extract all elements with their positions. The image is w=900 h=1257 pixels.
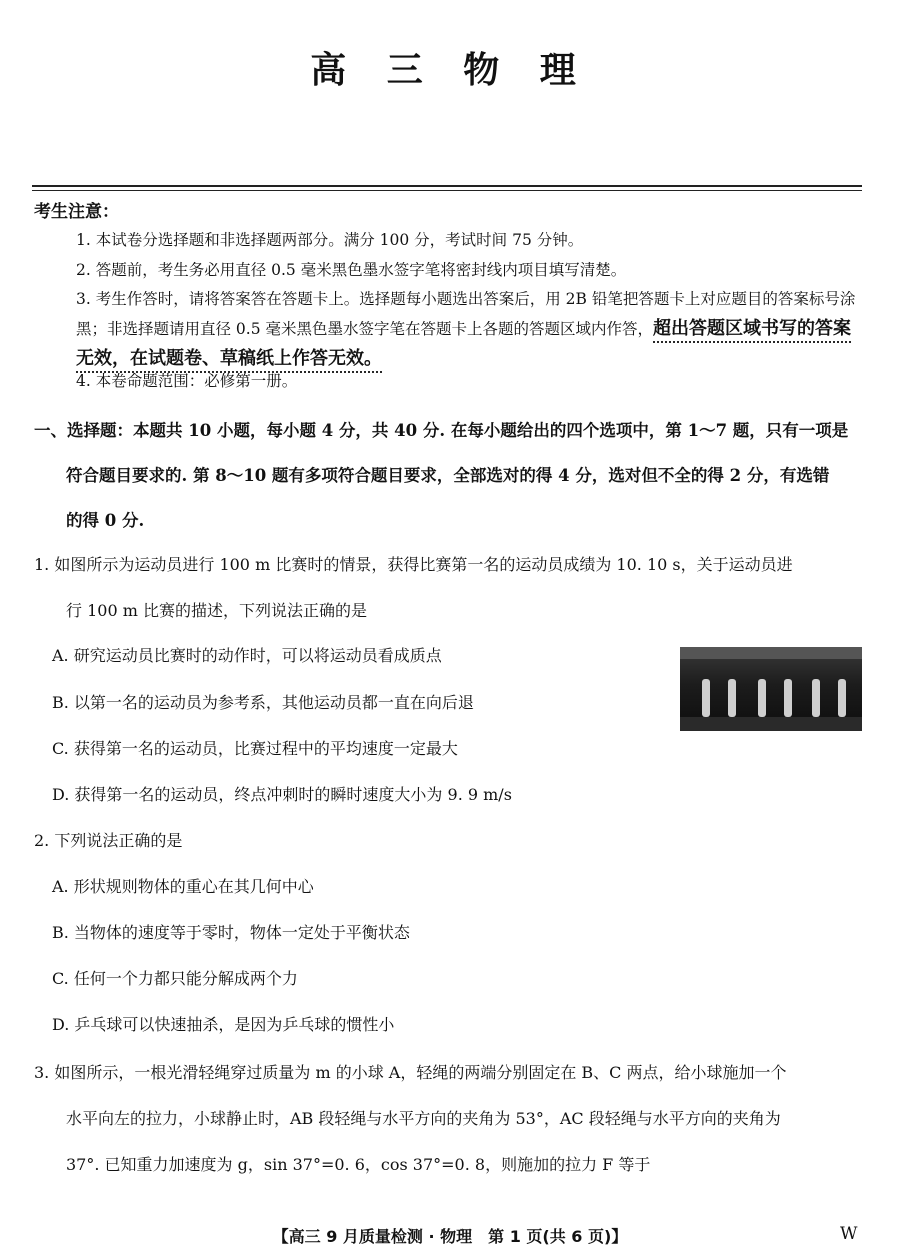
question-1-option-c: C. 获得第一名的运动员，比赛过程中的平均速度一定最大 (52, 739, 458, 758)
notice-item-3-text: 3. 考生作答时，请将答案答在答题卡上。选择题每小题选出答案后，用 2B 铅笔把答题卡上对应题目的答案标号涂黑；非选择题请用直径 0.5 毫米黑色墨水签字笔在答题卡上各题的答题区域内作答， (76, 290, 856, 338)
section-line-1: 一、选择题：本题共 10 小题，每小题 4 分，共 40 分. 在每小题给出的四个选项中，第 1～7 题，只有一项是 (34, 421, 849, 440)
question-3-line-1: 3. 如图所示，一根光滑轻绳穿过质量为 m 的小球 A，轻绳的两端分别固定在 B、C 两点，给小球施加一个 (34, 1063, 787, 1082)
notice-emphasis: 超出答题区域书写的答案无效，在试题卷、草稿纸上作答无效。 (76, 318, 852, 369)
runner-figure (758, 679, 766, 717)
question-1-option-a: A. 研究运动员比赛时的动作时，可以将运动员看成质点 (52, 646, 442, 665)
question-1-option-b: B. 以第一名的运动员为参考系，其他运动员都一直在向后退 (52, 693, 474, 712)
question-2-option-d: D. 乒乓球可以快速抽杀，是因为乒乓球的惯性小 (52, 1015, 395, 1034)
divider-thick (32, 185, 862, 187)
notice-item-1: 1. 本试卷分选择题和非选择题两部分。满分 100 分，考试时间 75 分钟。 (76, 231, 584, 249)
running-track (680, 717, 862, 731)
photo-banner (680, 647, 862, 659)
section-line-3: 的得 0 分. (66, 511, 145, 530)
sprint-race-photo (680, 647, 862, 731)
notice-item-3 (76, 284, 866, 374)
question-3-line-3: 37°. 已知重力加速度为 g，sin 37°=0. 6，cos 37°=0. 8，则施加的拉力 F 等于 (66, 1155, 651, 1174)
question-2-option-c: C. 任何一个力都只能分解成两个力 (52, 969, 298, 988)
question-3-line-2: 水平向左的拉力，小球静止时，AB 段轻绳与水平方向的夹角为 53°，AC 段轻绳与水平方向的夹角为 (66, 1109, 781, 1128)
question-2-option-b: B. 当物体的速度等于零时，物体一定处于平衡状态 (52, 923, 410, 942)
section-heading (34, 408, 864, 543)
section-line-2: 符合题目要求的. 第 8～10 题有多项符合题目要求，全部选对的得 4 分，选对但不全的得 2 分，有选错 (66, 466, 830, 485)
notice-item-2: 2. 答题前，考生务必用直径 0.5 毫米黑色墨水签字笔将密封线内项目填写清楚。 (76, 261, 627, 279)
question-2-option-a: A. 形状规则物体的重心在其几何中心 (52, 877, 314, 896)
version-code: W (840, 1224, 858, 1244)
divider-thin (32, 190, 862, 191)
notice-item-4: 4. 本卷命题范围：必修第一册。 (76, 372, 298, 390)
question-2-stem: 2. 下列说法正确的是 (34, 831, 183, 850)
question-1-line-2: 行 100 m 比赛的描述，下列说法正确的是 (66, 601, 367, 620)
runner-figure (702, 679, 710, 717)
runner-figure (784, 679, 792, 717)
page-title: 高 三 物 理 (310, 49, 590, 91)
runner-figure (838, 679, 846, 717)
question-1-option-d: D. 获得第一名的运动员，终点冲刺时的瞬时速度大小为 9. 9 m/s (52, 785, 512, 804)
runner-figure (728, 679, 736, 717)
question-3-stem (34, 1050, 860, 1188)
notice-heading: 考生注意： (34, 202, 119, 222)
question-1-stem (34, 542, 860, 634)
runner-figure (812, 679, 820, 717)
page-footer: 【高三 9 月质量检测 · 物理 第 1 页(共 6 页)】 (272, 1227, 628, 1246)
question-1-line-1: 1. 如图所示为运动员进行 100 m 比赛时的情景，获得比赛第一名的运动员成绩为 10. 10 s，关于运动员进 (34, 555, 793, 574)
